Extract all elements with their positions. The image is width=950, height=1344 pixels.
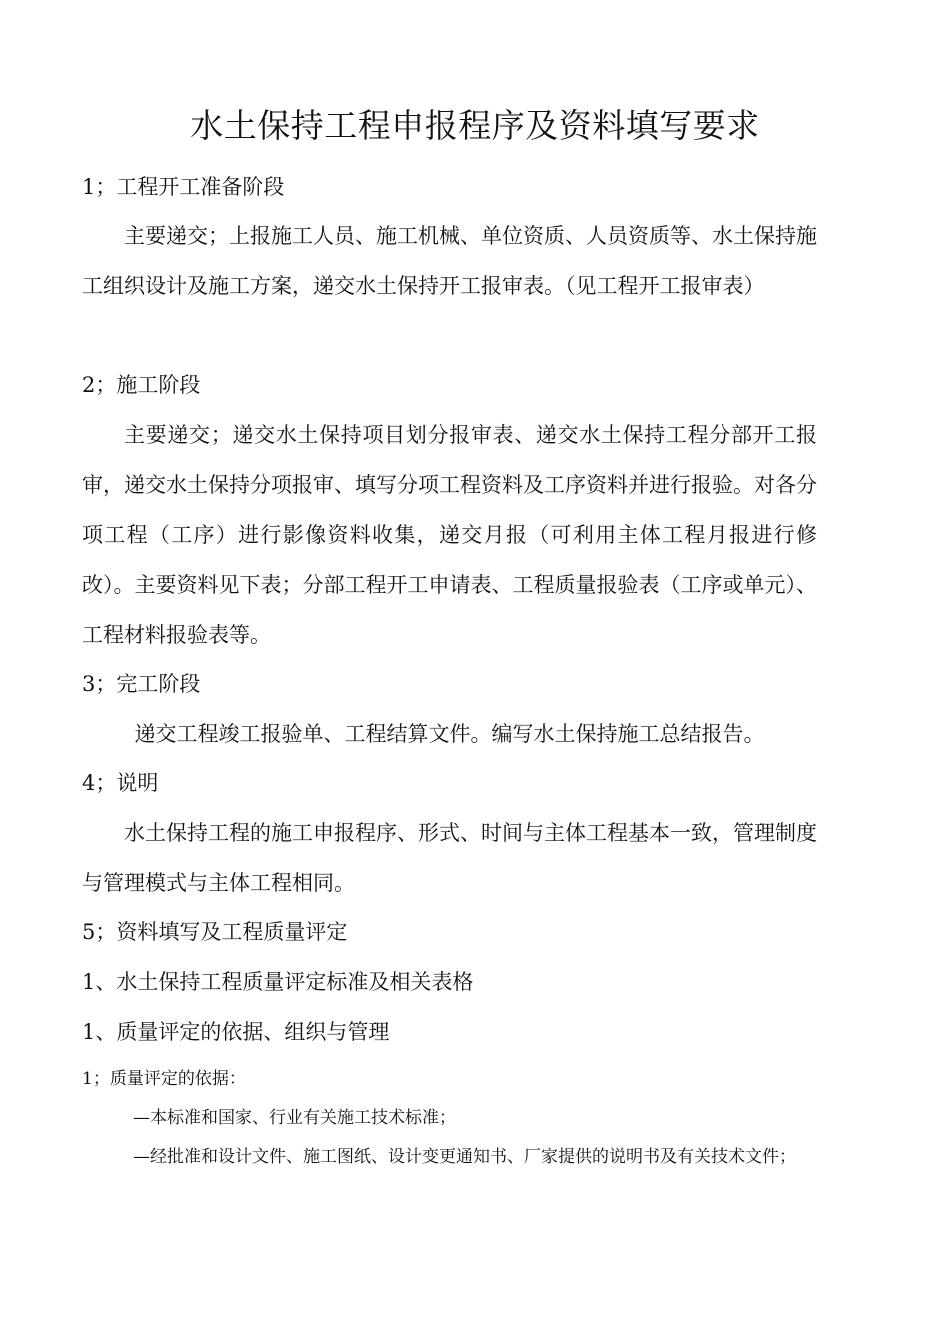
subsection-quality-standard: 1、水土保持工程质量评定标准及相关表格 bbox=[82, 970, 474, 994]
section-3-body: 递交工程竣工报验单、工程结算文件。编写水土保持施工总结报告。 bbox=[134, 722, 765, 746]
basis-heading: 1；质量评定的依据： bbox=[82, 1069, 246, 1089]
document-title: 水土保持工程申报程序及资料填写要求 bbox=[190, 106, 760, 145]
section-3-heading: 3；完工阶段 bbox=[82, 672, 201, 696]
basis-item-1: —本标准和国家、行业有关施工技术标准； bbox=[133, 1108, 456, 1128]
section-2-heading: 2；施工阶段 bbox=[82, 373, 201, 397]
subsection-quality-basis: 1、质量评定的依据、组织与管理 bbox=[82, 1020, 390, 1044]
section-4-body: 水土保持工程的施工申报程序、形式、时间与主体工程基本一致，管理制度与管理模式与主体工程相同。 bbox=[82, 821, 817, 895]
basis-item-2: —经批准和设计文件、施工图纸、设计变更通知书、厂家提供的说明书及有关技术文件； bbox=[133, 1147, 796, 1167]
section-1-heading: 1；工程开工准备阶段 bbox=[82, 175, 285, 199]
section-1-body: 主要递交；上报施工人员、施工机械、单位资质、人员资质等、水土保持施工组织设计及施工方案，递交水土保持开工报审表。（见工程开工报审表） bbox=[82, 224, 817, 298]
section-4-heading: 4；说明 bbox=[82, 771, 159, 795]
section-2-body: 主要递交；递交水土保持项目划分报审表、递交水土保持工程分部开工报审，递交水土保持分项报审、填写分项工程资料及工序资料并进行报验。对各分项工程（工序）进行影像资料收集，递交月报（可利用主体工程月报进行修改）。主要资料见下表；分部工程开工申请表、工程质量报验表（工序或单元）、工程材料报验表等。 bbox=[82, 423, 817, 647]
section-5-heading: 5；资料填写及工程质量评定 bbox=[82, 920, 348, 944]
